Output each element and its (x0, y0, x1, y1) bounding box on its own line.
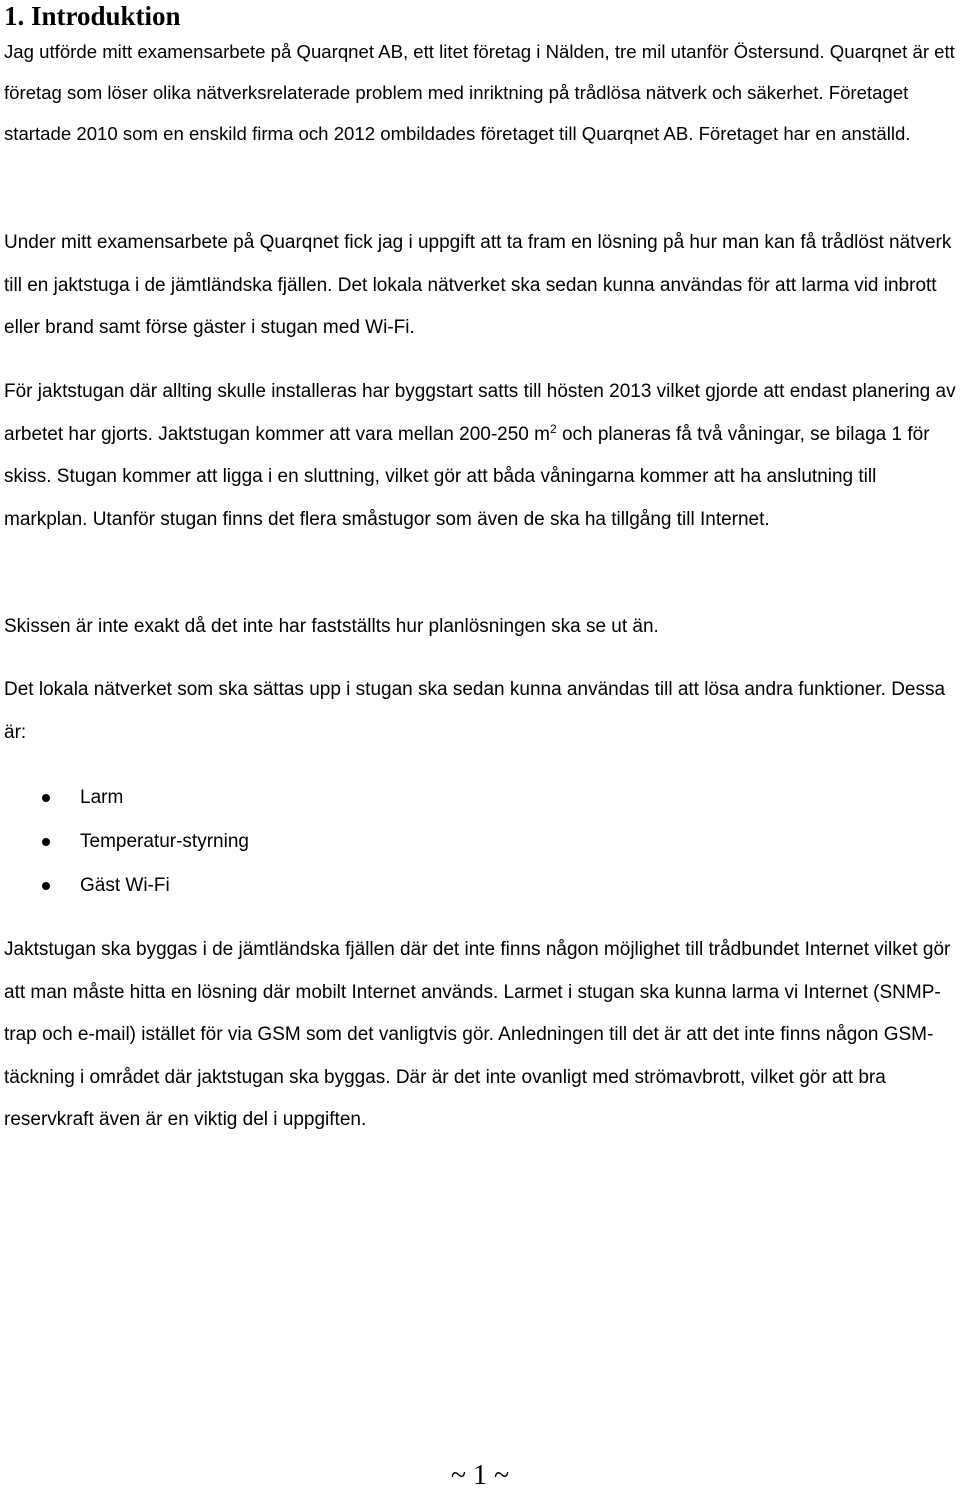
paragraph-connectivity: Jaktstugan ska byggas i de jämtländska fjällen där det inte finns någon möjlighet till trådbundet Internet vilket gör att man måste hitta en lösning där mobilt Internet används. Larmet i stugan ska kunna larma vi Internet (SNMP-trap och e-mail) istället för via GSM som det vanligtvis gör. Anledningen till det är att det inte finns någon GSM-täckning i området där jaktstugan ska byggas. Där är det inte ovanligt med strömavbrott, vilket gör att bra reservkraft även är en viktig del i uppgiften. (4, 939, 951, 1131)
paragraph-functions-intro: Det lokala nätverket som ska sättas upp i stugan ska sedan kunna användas till att lösa andra funktioner. Dessa är: (4, 679, 946, 743)
list-item-label: Temperatur-styrning (80, 831, 249, 852)
list-item-label: Larm (80, 787, 124, 808)
paragraph-assignment: Under mitt examensarbete på Quarqnet fick jag i uppgift att ta fram en lösning på hur man kan få trådlöst nätverk till en jaktstuga i de jämtländska fjällen. Det lokala nätverket ska sedan kunna användas för att larma vid inbrott eller brand samt förse gäster i stugan med Wi-Fi. (4, 232, 952, 339)
paragraph-sketch-note: Skissen är inte exakt då det inte har fastställts hur planlösningen ska se ut än. (4, 616, 659, 637)
superscript-squared: 2 (549, 421, 557, 436)
page-number: ~ 1 ~ (450, 1460, 510, 1491)
paragraph-cabin-text-2: och planeras få två våningar, se bilaga 1 för skiss. Stugan kommer att ligga i en sluttning, vilket gör att båda våningarna kommer att ha anslutning till markplan. Utanför stugan finns det flera småstugor som även de ska ha tillgång till Internet. (4, 423, 930, 530)
paragraph-cabin-description (4, 371, 960, 541)
paragraph-company-intro: Jag utförde mitt examensarbete på Quarqnet AB, ett litet företag i Nälden, tre mil utanför Östersund. Quarqnet är ett företag som löser olika nätverksrelaterade problem med inriktning på trådlösa nätverk och säkerhet. Företaget startade 2010 som en enskild firma och 2012 ombildades företaget till Quarqnet AB. Företaget har en anställd. (4, 41, 955, 144)
section-heading: 1. Introduktion (4, 1, 181, 31)
list-item-label: Gäst Wi-Fi (80, 875, 170, 896)
paragraph-cabin-text-1: För jaktstugan där allting skulle installeras har byggstart satts till hösten 2013 vilket gjorde att endast planering av arbetet har gjorts. Jaktstugan kommer att vara mellan 200-250 m (4, 381, 956, 445)
bullet-icon (42, 838, 50, 846)
bullet-icon (42, 794, 50, 802)
bullet-icon (42, 882, 50, 890)
